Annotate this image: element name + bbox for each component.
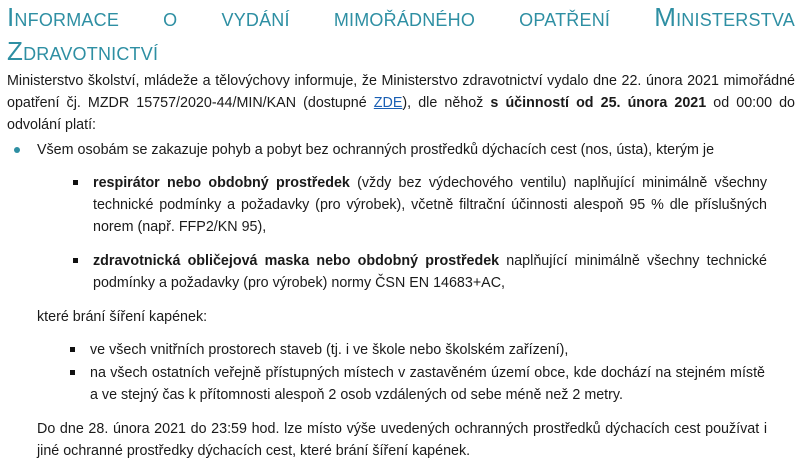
mask-text: naplňující minimálně všechny technické podmínky a požadavky (pro výrobek) normy ČSN EN 14683+AC, bbox=[93, 253, 768, 291]
list-item-indoor bbox=[7, 339, 795, 361]
intro-text-end: od 00:00 do odvolání platí: bbox=[7, 95, 796, 133]
list-item-mask bbox=[7, 250, 795, 294]
bullet-dot-icon bbox=[14, 147, 20, 153]
list-item-public-places bbox=[7, 362, 795, 406]
main-item-text: Všem osobám se zakazuje pohyb a pobyt bez ochranných prostředků dýchacích cest (nos, ústa), kterým je bbox=[37, 142, 715, 158]
places-list bbox=[7, 339, 795, 406]
respirator-text: (vždy bez výdechového ventilu) naplňující minimálně všechny technické podmínky a požadavky (pro výrobek), včetně filtrační účinnosti alespoň 95 % dle příslušných norem (např. FFP2/KN 95), bbox=[93, 175, 767, 235]
indoor-text: ve všech vnitřních prostorech staveb (tj. i ve škole nebo školském zařízení), bbox=[90, 342, 569, 358]
respirator-label: respirátor nebo obdobný prostředek bbox=[93, 175, 350, 191]
square-bullet-icon bbox=[70, 370, 75, 375]
final-paragraph: Do dne 28. února 2021 do 23:59 hod. lze místo výše uvedených ochranných prostředků dýchacích cest používat i jiné ochranné prostředky dýchacích cest, které brání šíření kapének. bbox=[37, 421, 767, 459]
main-list bbox=[7, 139, 795, 161]
list-item-main bbox=[7, 139, 795, 161]
mask-label: zdravotnická obličejová maska nebo obdobný prostředek bbox=[93, 253, 500, 269]
public-places-text: na všech ostatních veřejně přístupných místech v zastavěném území obce, kde dochází na stejném místě a ve stejný čas k přítomnosti alespoň 2 osob vzdálených od sebe méně než 2 metry. bbox=[90, 365, 765, 403]
protective-equipment-list bbox=[7, 172, 795, 294]
square-bullet-icon bbox=[70, 347, 75, 352]
list-item-respirator bbox=[7, 172, 795, 238]
zde-link[interactable]: ZDE bbox=[373, 95, 403, 111]
square-bullet-icon bbox=[73, 258, 78, 263]
intro-effective-date: s účinností od 25. února 2021 bbox=[490, 95, 707, 111]
square-bullet-icon bbox=[73, 180, 78, 185]
intro-paragraph bbox=[7, 70, 795, 136]
intro-text: Ministerstvo školství, mládeže a tělovýchovy informuje, že Ministerstvo zdravotnictví vydalo dne 22. února 2021 mimořádné opatření čj. MZDR 15757/2020-44/MIN/KAN (dostupné bbox=[7, 73, 795, 111]
middle-text: které brání šíření kapének: bbox=[37, 309, 208, 325]
intro-text-after-link: ), dle něhož bbox=[402, 95, 491, 111]
title-line-2: Zdravotnictví bbox=[7, 36, 159, 66]
title-line-1: Informace o vydání mimořádného opatření Ministerstva bbox=[7, 2, 795, 32]
page-title bbox=[7, 0, 795, 68]
